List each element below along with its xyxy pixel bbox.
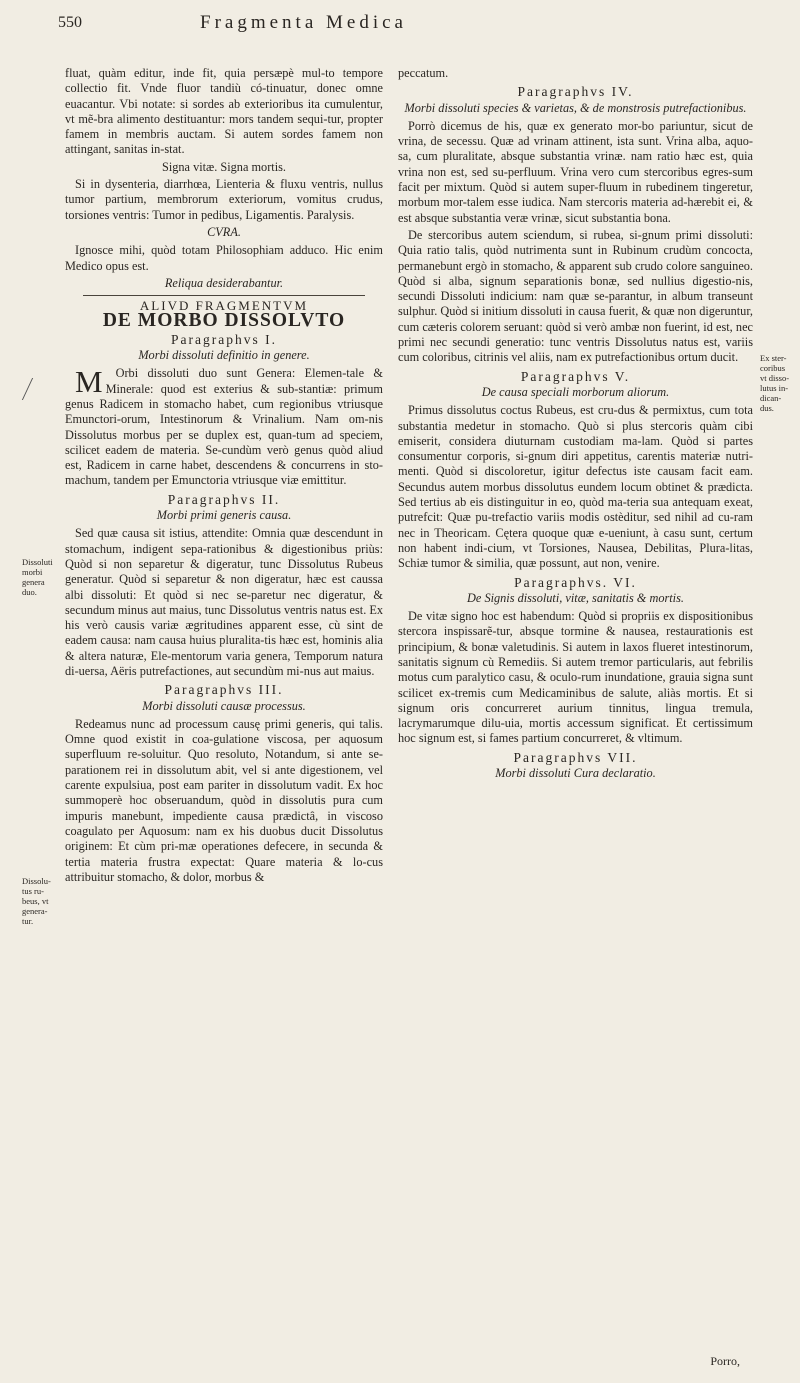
section-subtitle xyxy=(65,276,383,291)
text-span: De stercoribus autem sciendum, si rubea, si-gnum primi dissoluti: Quia ratio talis, quòd nutrimenta sunt in Rubinum crudùm concocta, permanebunt ergò in stomacho, & apparent sub crudo colore sanguineo. Quòd si alba, signum separationis bonæ, sed nullius digestio-nis, secundi Dissoluti indicium: nam quæ se-parantur, in album transeunt sulphur. Quòd si initium dissoluti in causa fuerit, & quæ non digeruntur, cum cæteris colorem seruant: quòd si verò ambæ non fuerint, id est, nec primi nec secundi generatio: tunc ventris Dissolutus natus est, variis cum coloribus, citrinis vel aliis, nam ex putrefactionibus ortum ducit. xyxy=(398,227,753,365)
text-span: Redeamus nunc ad processum causę primi generis, qui talis. Omne quod existit in coa-gulatione viscosa, per aquosum superfluum re-soluitur. Quo resoluto, Notandum, si ante se-parationem rei in dissolutum abit, vel si ante digestionem, vel carente expulsiua, post eam pariter in dissolutum vadit. Ex hoc summoperè hoc obseruandum, quòd in dissolutis pura cum impuris manebunt, impediente causa prædictâ, in viscoso coagulato per Aquosum: nam ex his duobus ducit Dissolutus originem: Et cùm pri-mæ operationes defecere, in secunda & tertia materia frustra expectat: Quare materia & lo-cus attribuitur stomacho, & dolor, morbus & xyxy=(65,716,383,884)
paragraph-text xyxy=(65,160,383,175)
paragraph-text xyxy=(398,403,753,571)
paragraph-text xyxy=(65,66,383,158)
right-column xyxy=(398,66,753,784)
text-span: fluat, quàm editur, inde fit, quia persæpè mul-to tempore collectio fit. Vnde fluor tandiù có-tinuatur, donec omne euacantur. Vbi notate: si sordes ab exterioribus ita cumulentur, vt mẽ-bra alimento destituantur: mors tandem sequi-tur, propter famem in membris auctam. Si autem sordes famem non attingant, sanitas in-stat. xyxy=(65,66,383,157)
paragraph-heading xyxy=(65,332,383,347)
text-span: DE MORBO DISSOLVTO xyxy=(102,310,346,332)
margin-line-mark xyxy=(22,378,47,400)
text-span: Paragraphvs IV. xyxy=(517,84,634,100)
paragraph-heading xyxy=(65,682,383,697)
section-subtitle xyxy=(398,101,753,116)
text-span: Signa vitæ. Signa mortis. xyxy=(161,159,286,174)
paragraph-text xyxy=(65,243,383,274)
running-title: Fragmenta Medica xyxy=(200,12,407,33)
text-span: CVRA. xyxy=(207,224,241,239)
text-span: Paragraphvs II. xyxy=(167,491,281,507)
paragraph-text xyxy=(65,717,383,885)
section-subtitle xyxy=(398,591,753,606)
catchword: Porro, xyxy=(710,1354,740,1368)
fragment-title xyxy=(65,310,383,332)
text-span: Orbi dissoluti duo sunt Genera: Elemen-tale & Minerale: quod est exterius & sub-stantiæ: primum genus Radicem in stomacho habet, cum regionibus vtriusque Emunctori-orum, Intestinorum & Vrinalium. Nam om-nis Dissolutus morbus per se duplex est, quan-tum ad speciem, scilicet eadem de materia. Se-cundùm verò genus quòd aliud est, Radicem in carne habet, descendens & concurrens in sto-machum, tandem per Emunctoria vtriusque viæ emittitur. xyxy=(65,366,383,488)
margin-note-genera: Dissoluti morbi genera duo. xyxy=(22,557,53,597)
paragraph-heading xyxy=(398,369,753,384)
text-span: Paragraphvs I. xyxy=(171,331,277,347)
section-subtitle xyxy=(65,225,383,240)
paragraph-text xyxy=(65,526,383,679)
page-number: 550 xyxy=(58,14,82,31)
text-span: Ignosce mihi, quòd totam Philosophiam adduco. Hic enim Medico opus est. xyxy=(65,243,383,273)
text-span: Porrò dicemus de his, quæ ex generato mor-bo pariuntur, sicut de vrina, de secessu. Quæ ad vrinam attinent, ista sunt. Vrina alba, aquo-sa, cum pluralitate, absque substantia vrinæ. nam ratio hæc est, quia vrina non est, sed su-perfluum. Vrina vero cum stercoribus egres-sum facit per mixtum. Quòd si autem super-fluum in rubedinem tingeretur, morbum mor-talem esse iudica. Nam stercoris materia ad-hærebit ei, & est absque substantia veræ vrinæ, sicut substantia bona. xyxy=(398,118,753,225)
section-subtitle xyxy=(398,766,753,781)
paragraph-text xyxy=(65,366,383,488)
text-span: Morbi dissoluti species & varietas, & de monstrosis putrefactionibus. xyxy=(404,100,747,115)
text-span: peccatum. xyxy=(398,66,449,80)
paragraph-heading xyxy=(398,84,753,99)
paragraph-text xyxy=(65,177,383,223)
paragraph-text xyxy=(398,228,753,366)
paragraph-text xyxy=(398,609,753,747)
text-span: De Signis dissoluti, vitæ, sanitatis & mortis. xyxy=(467,590,684,605)
text-span: ALIVD FRAGMENTVM xyxy=(139,298,309,314)
text-span: De causa speciali morborum aliorum. xyxy=(481,384,670,399)
text-span: Paragraphvs III. xyxy=(164,682,284,698)
margin-note-stercoribus: Ex ster-coribus vt disso-lutus in-dican-dus. xyxy=(760,353,790,413)
drop-cap: M xyxy=(75,364,103,400)
text-span: Paragraphvs. VI. xyxy=(514,574,637,590)
paragraph-text xyxy=(398,119,753,226)
left-column xyxy=(65,66,383,887)
text-span: Paragraphvs V. xyxy=(520,368,631,384)
section-subtitle xyxy=(398,385,753,400)
paragraph-heading xyxy=(398,575,753,590)
paragraph-heading xyxy=(398,750,753,765)
text-span: Morbi dissoluti causæ processus. xyxy=(142,698,306,713)
page-header xyxy=(40,12,780,36)
text-span: De vitæ signo hoc est habendum: Quòd si propriis ex dispositionibus stercora inspissarẽ-tur, absque tormine & nausea, restaurationis est principium, & bonæ valetudinis. Si autem in laxos flueret intestinorum, sanitatis signum cù Remediis. Si autem tremor particularis, aut febrilis motus cum paralytico casu, & oculo-rum inundatione, grauia signa sunt scilicet ex-tremis cum Medicaminibus de salute, aliàs mortis. Et si signum oris concurreret aurium tinnitus, lingua tremula, lacrymarumque dilu-uia, mortis accessum significat. Et certissimum hoc signum est, si fames partium concurreret, & vltimum. xyxy=(398,609,753,746)
text-span: Morbi dissoluti definitio in genere. xyxy=(138,348,310,363)
section-rule xyxy=(83,295,365,296)
margin-note-rubeus: Dissolu-tus ru-beus, vt genera-tur. xyxy=(22,876,51,926)
section-subtitle xyxy=(65,508,383,523)
paragraph-text xyxy=(398,66,753,81)
section-subtitle xyxy=(65,699,383,714)
text-span: Morbi dissoluti Cura declaratio. xyxy=(495,766,656,781)
text-span: Si in dysenteria, diarrhœa, Lienteria & fluxu ventris, nullus tumor partium, membrorum exteriorum, vomitus crudus, torsiones ventris: Tumor in pedibus, Ligamentis. Paralysis. xyxy=(65,177,383,222)
text-span: Morbi primi generis causa. xyxy=(156,508,292,523)
text-span: Reliqua desiderabantur. xyxy=(164,275,284,290)
text-span: Sed quæ causa sit istius, attendite: Omnia quæ descendunt in stomachum, indigent sepa-rationibus & digestionibus priùs: Quòd si non separetur & digeratur, tunc Dissolutus Rubeus generatur. Quòd si separetur & non digeratur, hæc est caussa albi dissoluti: Et quòd si nec se-paretur nec digeratur, & secundum minus aut maius, tunc Dissolutus ventris natus est. Ex his verò causis variæ ægritudines apparent esse, cù sint de eadem causa: nam causa huius pluralita-tis hæc est, hominis alia & altera naturæ, Ele-mentorum varia genera, Temporum natura di-uersa, Aëris putrefactiones, aut secundùm mi-nus aut maius. xyxy=(65,526,383,678)
text-span: Primus dissolutus coctus Rubeus, est cru-dus & permixtus, cum tota substantia medetur in stomacho. Quò si plus stercoris quàm cibi emiserit, considera diuturnam custodiam ma-lam. Quòd si partes consumentur corporis, si-gnum diri appetitus, carentis materiæ nutri-menti. Quòd si discoloretur, igitur defectus iste causam facit eam. Secundus autem morbus dissolutus eundem locum obtinet & prædicta. Sed tertius ab eis distinguitur in eo, quòd ma-teria sua antequam exeat, putrefcit: Quæ pu-trefactio variis modis ostèditur, sed nihil ad cu-ram nec in Theoricam. Cętera quoque quæ e-ueniunt, à casu sunt, certum non habent indi-cium, vt Torsiones, Nausea, Debilitas, Plura-litas, Schiæ tumor & similia, quæ possunt, aut non, venire. xyxy=(398,403,753,571)
text-span: Paragraphvs VII. xyxy=(513,749,638,765)
section-subtitle xyxy=(65,348,383,363)
paragraph-heading xyxy=(65,492,383,507)
